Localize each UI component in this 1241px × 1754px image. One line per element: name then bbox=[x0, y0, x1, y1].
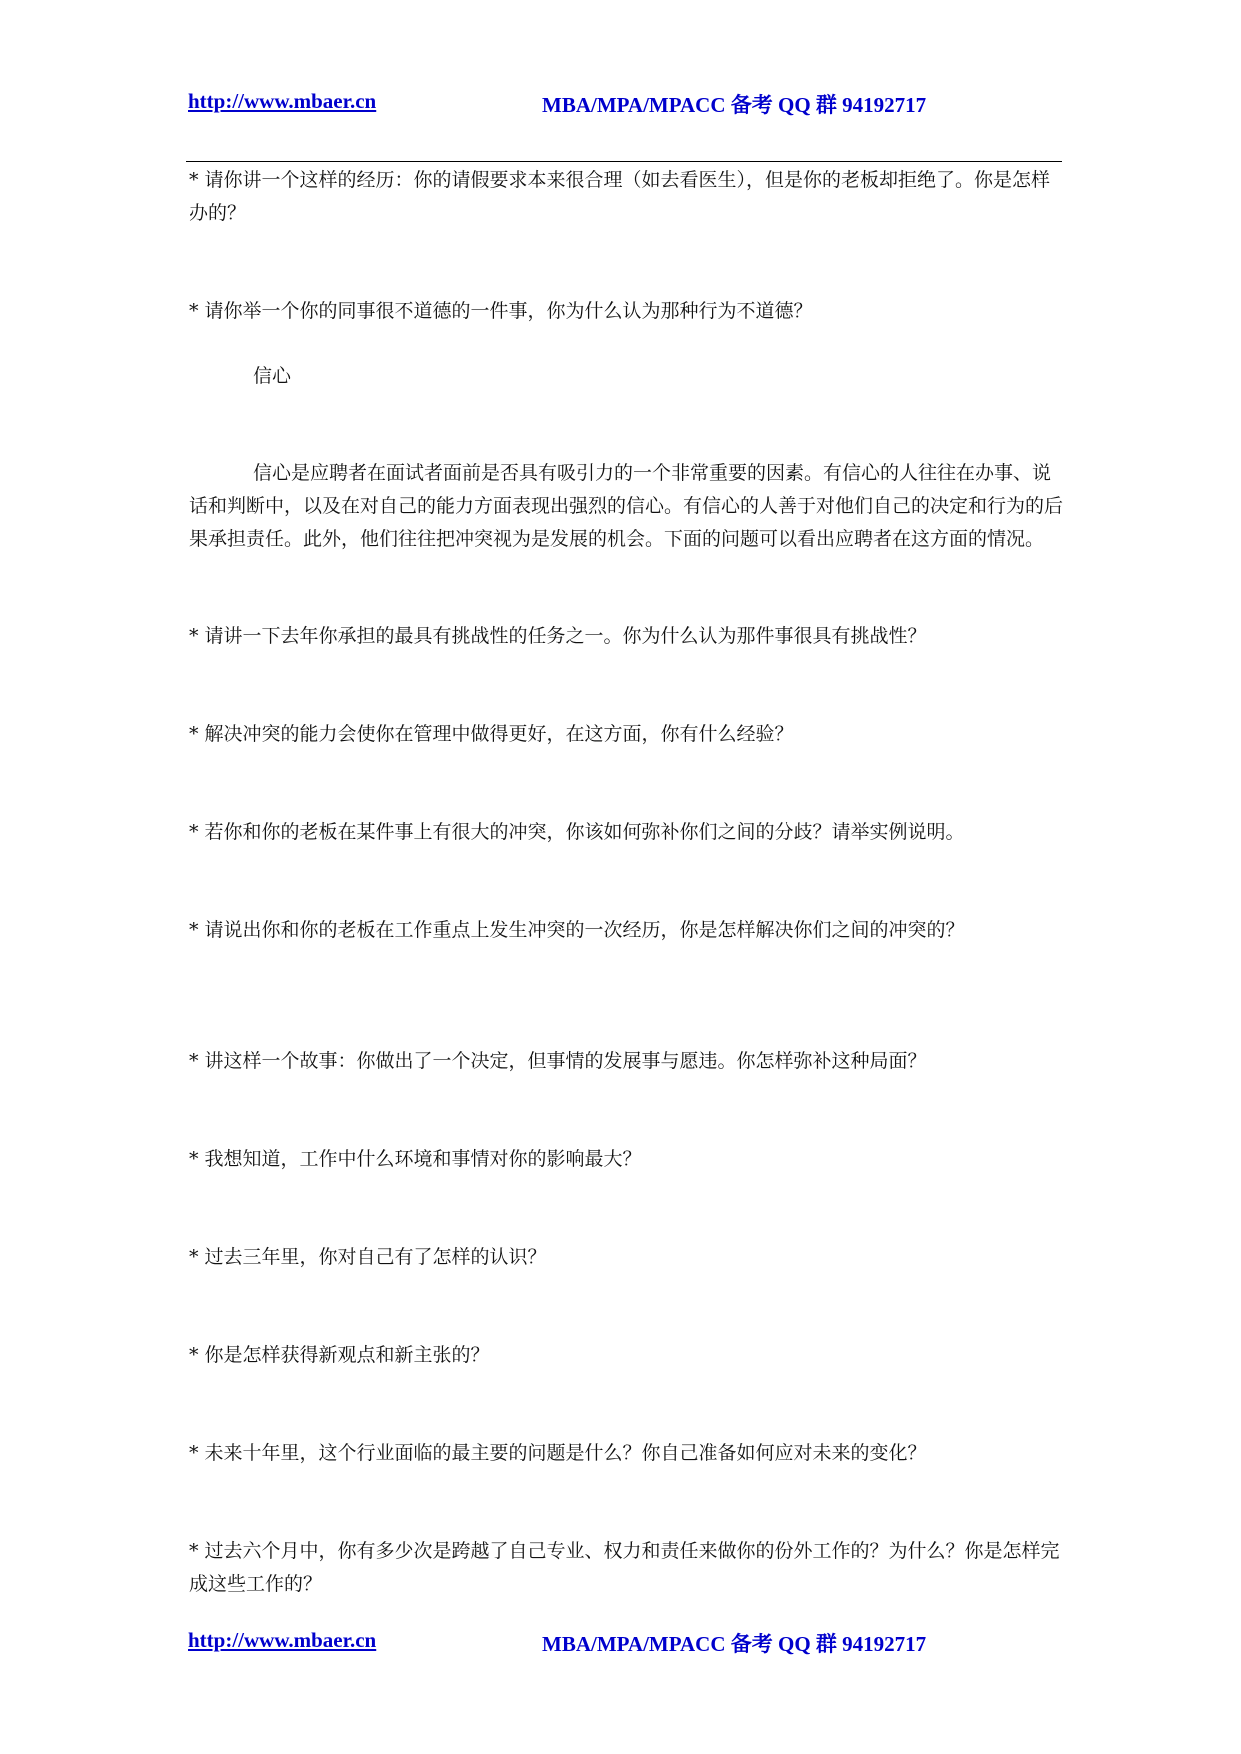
section-heading: 信心 bbox=[253, 365, 292, 387]
question-paragraph: * 若你和你的老板在某件事上有很大的冲突，你该如何弥补你们之间的分歧？请举实例说明。 bbox=[189, 821, 965, 843]
header-website-link[interactable]: http://www.mbaer.cn bbox=[188, 89, 377, 113]
question-paragraph: * 我想知道，工作中什么环境和事情对你的影响最大？ bbox=[189, 1148, 642, 1170]
question-paragraph: * 解决冲突的能力会使你在管理中做得更好，在这方面，你有什么经验？ bbox=[189, 723, 794, 745]
question-paragraph: * 未来十年里，这个行业面临的最主要的问题是什么？你自己准备如何应对未来的变化？ bbox=[189, 1442, 927, 1464]
question-paragraph: * 过去六个月中，你有多少次是跨越了自己专业、权力和责任来做你的份外工作的？为什么？你是怎样完成这些工作的？ bbox=[189, 1540, 1060, 1595]
question-paragraph: * 请讲一下去年你承担的最具有挑战性的任务之一。你为什么认为那件事很具有挑战性？ bbox=[189, 625, 927, 647]
question-paragraph: * 请你讲一个这样的经历：你的请假要求本来很合理（如去看医生），但是你的老板却拒绝了。你是怎样办的？ bbox=[189, 169, 1051, 224]
question-paragraph: * 过去三年里，你对自己有了怎样的认识？ bbox=[189, 1246, 547, 1268]
question-paragraph: * 请说出你和你的老板在工作重点上发生冲突的一次经历，你是怎样解决你们之间的冲突的？ bbox=[189, 919, 965, 941]
header-divider bbox=[186, 161, 1062, 162]
question-paragraph: * 你是怎样获得新观点和新主张的？ bbox=[189, 1344, 490, 1366]
question-paragraph: * 请你举一个你的同事很不道德的一件事，你为什么认为那种行为不道德？ bbox=[189, 300, 813, 322]
page-header bbox=[188, 89, 1063, 119]
body-paragraph: 信心是应聘者在面试者面前是否具有吸引力的一个非常重要的因素。有信心的人往往在办事、说话和判断中，以及在对自己的能力方面表现出强烈的信心。有信心的人善于对他们自己的决定和行为的后果承担责任。此外，他们往往把冲突视为是发展的机会。下面的问题可以看出应聘者在这方面的情况。 bbox=[189, 462, 1064, 550]
footer-qq-group: MBA/MPA/MPACC 备考 QQ 群 94192717 bbox=[542, 1632, 927, 1656]
header-qq-group: MBA/MPA/MPACC 备考 QQ 群 94192717 bbox=[542, 93, 927, 117]
page-footer bbox=[188, 1628, 1063, 1658]
question-paragraph: * 讲这样一个故事：你做出了一个决定，但事情的发展事与愿违。你怎样弥补这种局面？ bbox=[189, 1050, 927, 1072]
footer-website-link[interactable]: http://www.mbaer.cn bbox=[188, 1628, 377, 1652]
